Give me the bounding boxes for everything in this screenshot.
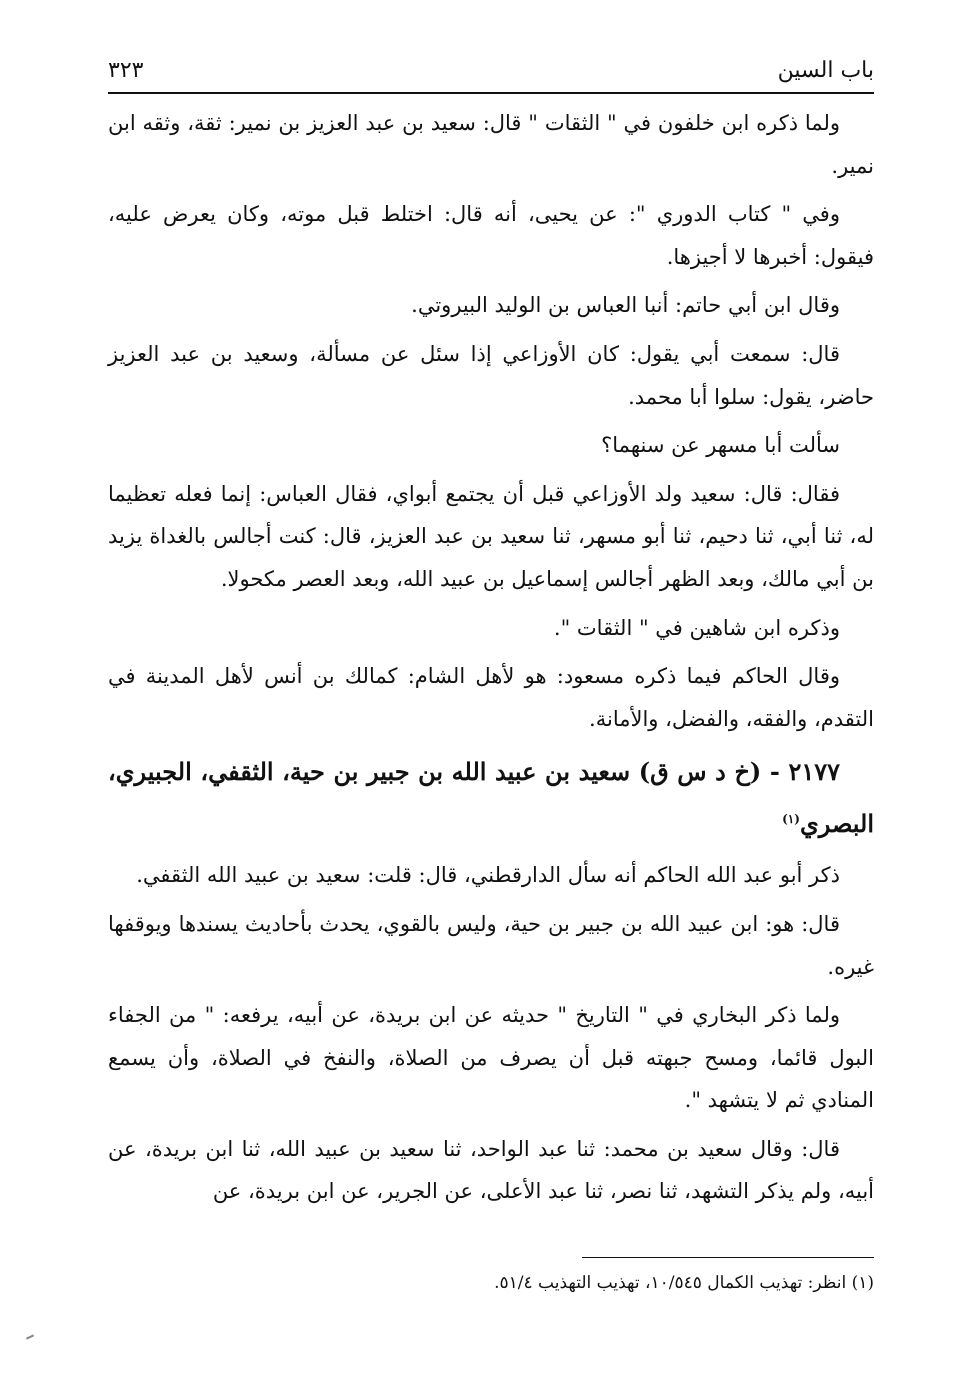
footnote-marker[interactable]: (١) bbox=[782, 812, 800, 827]
main-text bbox=[108, 102, 874, 1219]
paragraph: ولما ذكره ابن خلفون في " الثقات " قال: سعيد بن عبد العزيز بن نمير: ثقة، وثقه ابن نمير. bbox=[108, 111, 874, 178]
paragraph: فقال: قال: سعيد ولد الأوزاعي قبل أن يجتمع أبواي، فقال العباس: إنما فعله تعظيما له، ثنا أبي، ثنا دحيم، ثنا أبو مسهر، ثنا سعيد بن عبد العزيز، قال: كنت أجالس بالغداة يزيد بن أبي مالك، وبعد الظهر أجالس إسماعيل بن عبيد الله، وبعد العصر مكحولا. bbox=[108, 481, 874, 591]
footnote-divider bbox=[582, 1257, 874, 1258]
paragraph: وقال الحاكم فيما ذكره مسعود: هو لأهل الشام: كمالك بن أنس لأهل المدينة في التقدم، والفقه، والفضل، والأمانة. bbox=[108, 664, 874, 731]
paragraph: ولما ذكر البخاري في " التاريخ " حديثه عن ابن بريدة، عن أبيه، يرفعه: " من الجفاء البول قائما، ومسح جبهته قبل أن يصرف من الصلاة، والنفخ في الصلاة، وأن يسمع المنادي ثم لا يتشهد ". bbox=[108, 1003, 874, 1113]
page-number: ٣٢٣ bbox=[108, 57, 144, 83]
entry-heading bbox=[108, 746, 874, 850]
page-header bbox=[108, 48, 874, 94]
scan-mark bbox=[26, 1334, 34, 1339]
paragraph: ذكر أبو عبد الله الحاكم أنه سأل الدارقطني، قال: قلت: سعيد بن عبيد الله الثقفي. bbox=[136, 863, 840, 888]
chapter-title: باب السين bbox=[777, 57, 874, 83]
paragraph: وفي " كتاب الدوري ": عن يحيى، أنه قال: اختلط قبل موته، وكان يعرض عليه، فيقول: أخبرها لا أجيزها. bbox=[108, 202, 874, 269]
footnote: (١) انظر: تهذيب الكمال ١٠/٥٤٥، تهذيب التهذيب ٥١/٤. bbox=[494, 1273, 874, 1293]
paragraph: قال: هو: ابن عبيد الله بن جبير بن حية، وليس بالقوي، يحدث بأحاديث يسندها ويوقفها غيره. bbox=[108, 911, 874, 979]
paragraph: وقال ابن أبي حاتم: أنبا العباس بن الوليد البيروتي. bbox=[411, 293, 840, 318]
paragraph: وذكره ابن شاهين في " الثقات ". bbox=[553, 615, 840, 640]
entry-heading-text: ٢١٧٧ - (خ د س ق) سعيد بن عبيد الله بن جبير بن حية، الثقفي، الجبيري، البصري bbox=[108, 757, 874, 839]
paragraph: سألت أبا مسهر عن سنهما؟ bbox=[601, 433, 840, 458]
paragraph: قال: وقال سعيد بن محمد: ثنا عبد الواحد، ثنا سعيد بن عبيد الله، ثنا ابن بريدة، عن أبيه، ولم يذكر التشهد، ثنا نصر، ثنا عبد الأعلى، عن الجرير، عن ابن بريدة، عن bbox=[108, 1136, 874, 1204]
paragraph: قال: سمعت أبي يقول: كان الأوزاعي إذا سئل عن مسألة، وسعيد بن عبد العزيز حاضر، يقول: سلوا أبا محمد. bbox=[108, 341, 874, 409]
